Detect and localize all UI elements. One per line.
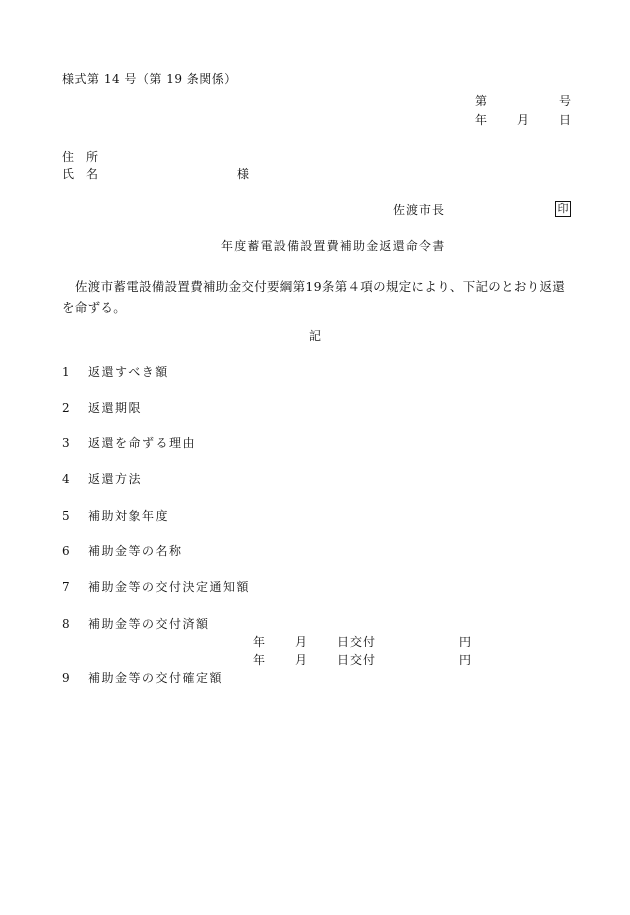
document-title: 年度蓄電設備設置費補助金返還命令書: [221, 239, 446, 253]
form-number: 様式第 14 号（第 19 条関係）: [62, 72, 237, 86]
item-number: 4: [62, 472, 70, 486]
payment-row-year: 年: [253, 635, 266, 649]
doc-number-suffix: 号: [559, 94, 572, 108]
payment-row-day: 日交付: [337, 653, 377, 667]
item-number: 1: [62, 365, 70, 379]
item-number: 9: [62, 671, 70, 685]
item-label: 返還を命ずる理由: [88, 436, 197, 450]
item-label: 補助対象年度: [88, 509, 170, 523]
item-label: 補助金等の名称: [88, 544, 183, 558]
ki-marker: 記: [309, 329, 322, 343]
name-label: 氏 名: [62, 167, 99, 181]
payment-row-yen: 円: [459, 635, 472, 649]
item-label: 返還期限: [88, 401, 143, 415]
payment-row-month: 月: [295, 635, 308, 649]
item-label: 返還すべき額: [88, 365, 169, 379]
item-label: 補助金等の交付確定額: [88, 671, 224, 685]
doc-number-prefix: 第: [475, 94, 488, 108]
payment-row-yen: 円: [459, 653, 472, 667]
item-number: 6: [62, 544, 70, 558]
item-number: 2: [62, 401, 70, 415]
issuer-title: 佐渡市長: [393, 203, 446, 217]
date-year: 年: [475, 113, 488, 127]
official-seal-mark: 印: [555, 201, 571, 217]
item-number: 5: [62, 509, 70, 523]
item-number: 3: [62, 436, 70, 450]
address-label: 住 所: [62, 150, 99, 164]
body-paragraph: 佐渡市蓄電設備設置費補助金交付要綱第19条第４項の規定により、下記のとおり返還を命ずる。: [62, 279, 566, 315]
payment-row-month: 月: [295, 653, 308, 667]
item-label: 補助金等の交付決定通知額: [88, 580, 251, 594]
item-label: 補助金等の交付済額: [88, 617, 210, 631]
honorific: 様: [237, 167, 250, 181]
item-label: 返還方法: [88, 472, 143, 486]
item-number: 7: [62, 580, 70, 594]
payment-row-day: 日交付: [337, 635, 377, 649]
item-number: 8: [62, 617, 70, 631]
payment-row-year: 年: [253, 653, 266, 667]
date-month: 月: [517, 113, 530, 127]
date-day: 日: [559, 113, 572, 127]
